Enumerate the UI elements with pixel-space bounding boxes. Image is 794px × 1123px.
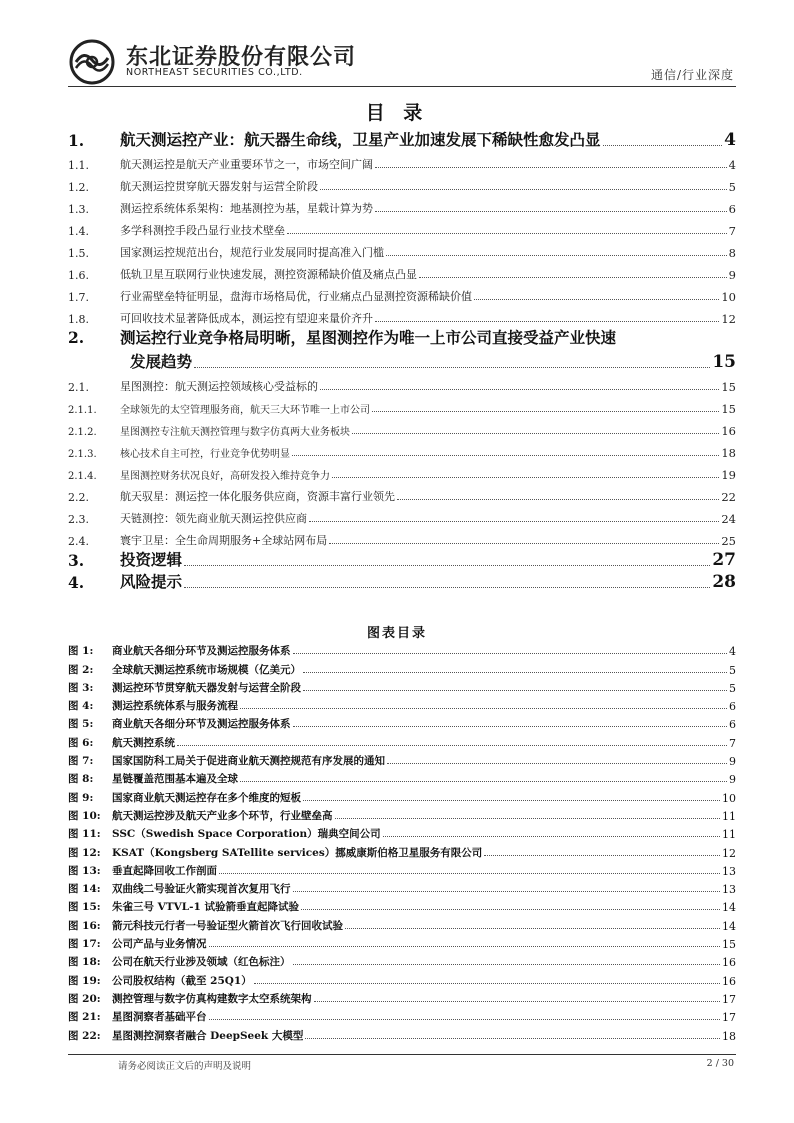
figure-label: 图 10:: [68, 809, 101, 822]
toc-entry-level-2[interactable]: [68, 282, 736, 304]
figure-entry[interactable]: [68, 1006, 736, 1024]
table-of-contents: [68, 128, 736, 592]
figure-title: 测控管理与数字仿真构建数字太空系统架构: [112, 992, 312, 1005]
toc-entry-page: 18: [721, 446, 736, 460]
figure-title: SSC（Swedish Space Corporation）瑞典空间公司: [112, 828, 381, 841]
dot-leader: [352, 433, 719, 434]
figure-title: 公司产品与业务情况: [112, 938, 207, 951]
figure-label: 图 8:: [68, 773, 94, 786]
dot-leader: [209, 946, 721, 947]
toc-entry-title: 测运控系统体系架构：地基测控为基，星载计算为势: [120, 202, 373, 215]
figure-title: 朱雀三号 VTVL-1 试验箭垂直起降试验: [112, 901, 299, 914]
dot-leader: [329, 543, 719, 544]
figure-entry[interactable]: [68, 988, 736, 1006]
figure-page: 11: [722, 809, 736, 823]
figure-label: 图 11:: [68, 828, 101, 841]
toc-entry-number: 1.6.: [68, 269, 89, 282]
figure-entry[interactable]: [68, 750, 736, 768]
figure-page: 16: [722, 974, 736, 988]
toc-entry-page: 16: [721, 424, 736, 438]
dot-leader: [387, 763, 727, 764]
figure-title: 航天测控系统: [112, 736, 175, 749]
toc-entry-number: 3.: [68, 551, 85, 570]
toc-entry-level-1[interactable]: [68, 128, 736, 150]
toc-entry-title: 行业需壁垒特征明显，盘海市场格局优，行业痛点凸显测控资源稀缺价值: [120, 290, 472, 303]
figure-label: 图 9:: [68, 791, 94, 804]
figure-page: 11: [722, 828, 736, 842]
dot-leader: [240, 781, 727, 782]
dot-leader: [293, 891, 721, 892]
dot-leader: [240, 708, 727, 709]
figure-entry[interactable]: [68, 933, 736, 951]
toc-entry-level-2[interactable]: [68, 194, 736, 216]
figure-page: 15: [722, 938, 736, 952]
figure-title: 航天测运控涉及航天产业多个环节，行业壁垒高: [112, 809, 333, 822]
toc-entry-number: 4.: [68, 573, 85, 592]
page-number: 2 / 30: [706, 1058, 734, 1069]
toc-entry-level-2[interactable]: [68, 372, 736, 394]
dot-leader: [292, 455, 719, 456]
toc-entry-number: 2.2.: [68, 491, 89, 504]
dot-leader: [372, 411, 719, 412]
figure-label: 图 16:: [68, 919, 101, 932]
toc-entry-level-2[interactable]: [68, 172, 736, 194]
header-divider: [68, 86, 736, 87]
figure-page: 5: [729, 681, 736, 695]
figure-label: 图 19:: [68, 974, 101, 987]
dot-leader: [194, 367, 710, 368]
toc-entry-level-2[interactable]: [68, 504, 736, 526]
figure-title: 双曲线二号验证火箭实现首次复用飞行: [112, 883, 291, 896]
figure-label: 图 21:: [68, 1011, 101, 1024]
figure-label: 图 2:: [68, 663, 94, 676]
toc-entry-number: 1.8.: [68, 313, 89, 326]
figure-label: 图 14:: [68, 883, 101, 896]
figure-title: 国家国防科工局关于促进商业航天测控规范有序发展的通知: [112, 755, 385, 768]
figure-title: 箭元科技元行者一号验证型火箭首次飞行回收试验: [112, 919, 343, 932]
figure-entry[interactable]: [68, 713, 736, 731]
toc-entry-title: 多学科测控手段凸显行业技术壁垒: [120, 224, 285, 237]
toc-entry-title: 国家测运控规范出台，规范行业发展同时提高准入门槛: [120, 246, 384, 259]
figure-entry[interactable]: [68, 841, 736, 859]
toc-entry-number: 2.1.2.: [68, 427, 97, 438]
figure-page: 14: [722, 901, 736, 915]
figure-label: 图 13:: [68, 864, 101, 877]
figure-label: 图 18:: [68, 956, 101, 969]
dot-leader: [287, 233, 727, 234]
dot-leader: [184, 587, 710, 588]
toc-entry-number: 1.2.: [68, 181, 89, 194]
dot-leader: [301, 909, 720, 910]
toc-entry-title: 投资逻辑: [120, 550, 183, 569]
toc-entry-number: 2.3.: [68, 513, 89, 526]
figure-entry[interactable]: [68, 1024, 736, 1042]
toc-entry-title: 航天测运控贯穿航天器发射与运营全阶段: [120, 180, 318, 193]
toc-entry-level-2[interactable]: [68, 238, 736, 260]
company-name-en: NORTHEAST SECURITIES CO.,LTD.: [126, 67, 303, 78]
dot-leader: [303, 690, 727, 691]
toc-entry-number: 1.4.: [68, 225, 89, 238]
figure-entry[interactable]: [68, 805, 736, 823]
dot-leader: [309, 521, 719, 522]
toc-entry-page: 5: [728, 180, 736, 194]
toc-entry-page: 28: [712, 572, 736, 592]
toc-entry-page: 25: [721, 534, 736, 548]
toc-entry-page: 15: [712, 352, 736, 372]
dot-leader: [293, 653, 728, 654]
toc-entry-number: 1.: [68, 131, 85, 150]
toc-entry-title: 低轨卫星互联网行业快速发展，测控资源稀缺价值及痛点凸显: [120, 268, 417, 281]
toc-entry-number: 1.5.: [68, 247, 89, 260]
toc-entry-number: 2.1.4.: [68, 471, 97, 482]
dot-leader: [397, 499, 719, 500]
dot-leader: [219, 873, 720, 874]
figure-title: KSAT（Kongsberg SATellite services）挪威康斯伯格卫星服务有限公司: [112, 846, 483, 859]
company-logo-icon: [68, 38, 116, 86]
toc-entry-level-3[interactable]: [68, 394, 736, 416]
figure-title: 测运控系统体系与服务流程: [112, 700, 238, 713]
dot-leader: [375, 321, 719, 322]
toc-entry-level-2[interactable]: [68, 526, 736, 548]
toc-entry-page: 19: [721, 468, 736, 482]
toc-entry-number: 1.7.: [68, 291, 89, 304]
toc-entry-title: 核心技术自主可控，行业竞争优势明显: [120, 449, 290, 460]
dot-leader: [320, 189, 727, 190]
toc-entry-title: 全球领先的太空管理服务商，航天三大环节唯一上市公司: [120, 405, 370, 416]
figure-page: 13: [722, 883, 736, 897]
figure-page: 6: [729, 700, 736, 714]
dot-leader: [314, 1001, 721, 1002]
toc-entry-number: 2.1.1.: [68, 405, 97, 416]
toc-entry-number: 2.1.: [68, 381, 89, 394]
dot-leader: [603, 145, 723, 146]
toc-entry-level-2[interactable]: [68, 150, 736, 172]
toc-entry-title: 风险提示: [120, 572, 183, 591]
figures-list: [68, 640, 736, 1043]
toc-entry-page: 9: [728, 268, 736, 282]
figure-entry[interactable]: [68, 823, 736, 841]
figure-title: 星链覆盖范围基本遍及全球: [112, 773, 238, 786]
figure-label: 图 7:: [68, 755, 94, 768]
toc-heading: 目 录: [365, 102, 429, 124]
figure-page: 4: [729, 645, 736, 659]
toc-entry-number: 2.4.: [68, 535, 89, 548]
toc-entry-level-3[interactable]: [68, 438, 736, 460]
report-category: 通信/行业深度: [650, 68, 734, 82]
toc-entry-title: 航天测运控是航天产业重要环节之一，市场空间广阔: [120, 158, 373, 171]
dot-leader: [474, 299, 719, 300]
toc-entry-page: 24: [721, 512, 736, 526]
figure-title: 全球航天测运控系统市场规模（亿美元）: [112, 663, 301, 676]
figure-entry[interactable]: [68, 896, 736, 914]
toc-entry-page: 10: [721, 290, 736, 304]
dot-leader: [293, 726, 728, 727]
toc-entry-page: 22: [721, 490, 736, 504]
figures-heading: 图表目录: [366, 626, 427, 641]
figure-page: 6: [729, 718, 736, 732]
toc-entry-number: 1.1.: [68, 159, 89, 172]
figure-page: 10: [722, 791, 736, 805]
figure-title: 垂直起降回收工作剖面: [112, 864, 217, 877]
figure-title: 测运控环节贯穿航天器发射与运营全阶段: [112, 681, 301, 694]
figure-label: 图 5:: [68, 718, 94, 731]
figure-entry[interactable]: [68, 640, 736, 658]
figure-title: 商业航天各细分环节及测运控服务体系: [112, 718, 291, 731]
figure-page: 16: [722, 956, 736, 970]
dot-leader: [177, 745, 727, 746]
toc-entry-level-2[interactable]: [68, 482, 736, 504]
dot-leader: [345, 928, 720, 929]
figure-label: 图 4:: [68, 700, 94, 713]
dot-leader: [383, 836, 720, 837]
toc-entry-page: 12: [721, 312, 736, 326]
figure-title: 公司在航天行业涉及领域（红色标注）: [112, 956, 291, 969]
toc-entry-title: 可回收技术显著降低成本，测运控有望迎来量价齐升: [120, 312, 373, 325]
toc-entry-page: 15: [721, 402, 736, 416]
figure-page: 5: [729, 663, 736, 677]
figure-page: 7: [729, 736, 736, 750]
figure-entry[interactable]: [68, 878, 736, 896]
toc-entry-number: 1.3.: [68, 203, 89, 216]
figure-title: 国家商业航天测运控存在多个维度的短板: [112, 791, 301, 804]
toc-entry-title: 航天测运控产业：航天器生命线，卫星产业加速发展下稀缺性愈发凸显: [120, 130, 601, 149]
toc-entry-page: 27: [712, 550, 736, 570]
figure-label: 图 3:: [68, 681, 94, 694]
footer-disclaimer: 请务必阅读正文后的声明及说明: [118, 1061, 252, 1072]
figure-label: 图 6:: [68, 736, 94, 749]
figure-entry[interactable]: [68, 731, 736, 749]
figure-entry[interactable]: [68, 860, 736, 878]
dot-leader: [419, 277, 727, 278]
figure-title: 星图测控洞察者融合 DeepSeek 大模型: [112, 1029, 304, 1042]
figure-label: 图 1:: [68, 645, 94, 658]
toc-entry-page: 8: [728, 246, 736, 260]
toc-entry-level-3[interactable]: [68, 460, 736, 482]
figure-title: 商业航天各细分环节及测运控服务体系: [112, 645, 291, 658]
figure-entry[interactable]: [68, 695, 736, 713]
toc-entry-page: 4: [724, 130, 736, 150]
toc-entry-level-2[interactable]: [68, 216, 736, 238]
figure-entry[interactable]: [68, 914, 736, 932]
dot-leader: [184, 565, 710, 566]
figure-page: 17: [722, 1011, 736, 1025]
figure-page: 12: [722, 846, 736, 860]
toc-entry-title: 测运控行业竞争格局明晰，星图测控作为唯一上市公司直接受益产业快速: [120, 328, 617, 347]
dot-leader: [209, 1019, 721, 1020]
figure-entry[interactable]: [68, 786, 736, 804]
page-header: [68, 36, 736, 84]
figure-page: 18: [722, 1029, 736, 1043]
toc-entry-level-2[interactable]: [68, 260, 736, 282]
figure-label: 图 22:: [68, 1029, 101, 1042]
figure-page: 13: [722, 864, 736, 878]
figure-entry[interactable]: [68, 951, 736, 969]
footer-divider: [68, 1054, 736, 1055]
toc-entry-level-1[interactable]: [68, 570, 736, 592]
company-name-cn: 东北证券股份有限公司: [126, 45, 357, 70]
figure-label: 图 12:: [68, 846, 101, 859]
toc-entry-page: 15: [721, 380, 736, 394]
figure-page: 14: [722, 919, 736, 933]
dot-leader: [303, 672, 727, 673]
dot-leader: [320, 389, 719, 390]
toc-entry-title: 天链测控：领先商业航天测运控供应商: [120, 512, 307, 525]
dot-leader: [303, 800, 720, 801]
figure-entry[interactable]: [68, 677, 736, 695]
figure-label: 图 17:: [68, 938, 101, 951]
figure-page: 9: [729, 755, 736, 769]
toc-entry-number: 2.1.3.: [68, 449, 97, 460]
toc-entry-title-part2: 发展趋势: [130, 352, 193, 371]
figure-label: 图 20:: [68, 992, 101, 1005]
toc-entry-title: 寰宇卫星：全生命周期服务+全球站网布局: [120, 534, 328, 547]
toc-entry-title: 星图测控财务状况良好，高研发投入维持竞争力: [120, 471, 330, 482]
toc-entry-level-1[interactable]: [68, 548, 736, 570]
figure-page: 9: [729, 773, 736, 787]
figure-entry[interactable]: [68, 768, 736, 786]
dot-leader: [305, 1038, 720, 1039]
dot-leader: [484, 855, 720, 856]
toc-entry-title-continuation: [120, 350, 736, 372]
dot-leader: [293, 964, 721, 965]
toc-entry-title: 星图测控专注航天测控管理与数字仿真两大业务板块: [120, 427, 350, 438]
toc-entry-page: 7: [728, 224, 736, 238]
dot-leader: [375, 211, 727, 212]
dot-leader: [375, 167, 727, 168]
toc-entry-number: 2.: [68, 328, 85, 347]
toc-entry-page: 4: [728, 158, 736, 172]
figure-title: 星图洞察者基础平台: [112, 1011, 207, 1024]
toc-entry-level-2[interactable]: [68, 304, 736, 326]
toc-entry-level-1[interactable]: [68, 326, 736, 372]
figure-entry[interactable]: [68, 969, 736, 987]
figure-entry[interactable]: [68, 658, 736, 676]
toc-entry-page: 6: [728, 202, 736, 216]
figure-label: 图 15:: [68, 901, 101, 914]
figure-title: 公司股权结构（截至 25Q1）: [112, 974, 252, 987]
dot-leader: [332, 477, 719, 478]
dot-leader: [386, 255, 727, 256]
toc-entry-level-3[interactable]: [68, 416, 736, 438]
figure-page: 17: [722, 992, 736, 1006]
dot-leader: [254, 983, 720, 984]
toc-entry-title: 星图测控：航天测运控领域核心受益标的: [120, 380, 318, 393]
toc-entry-title: 航天驭星：测运控一体化服务供应商，资源丰富行业领先: [120, 490, 395, 503]
dot-leader: [335, 818, 721, 819]
